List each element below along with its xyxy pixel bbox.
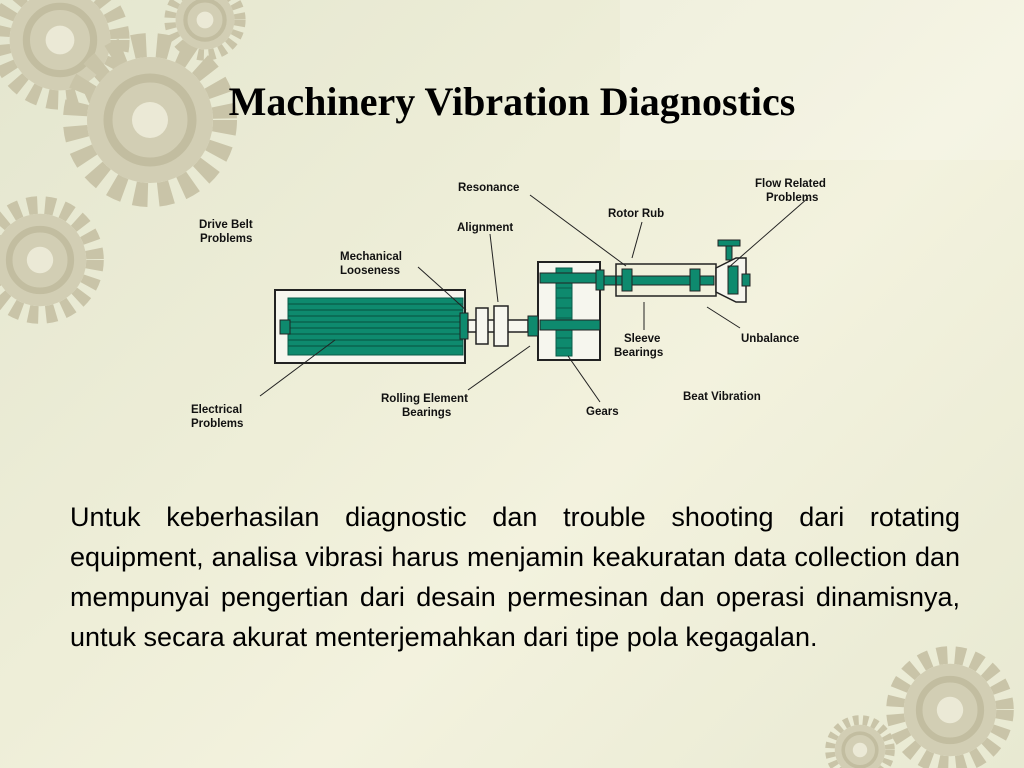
pump [716,240,750,302]
label-resonance: Resonance [458,182,520,194]
label-sleeve-bearings: Sleeve [624,333,661,345]
label-sleeve-bearings-line2: Bearings [614,347,664,359]
label-mechanical-looseness: Mechanical [340,251,402,263]
label-rotor-rub: Rotor Rub [608,208,665,220]
label-flow-related-line2: Problems [766,192,819,204]
label-alignment: Alignment [457,222,514,234]
label-electrical-problems: Electrical [191,404,243,416]
label-flow-related: Flow Related [755,178,826,190]
label-electrical-problems-line2: Problems [191,418,244,430]
label-gears: Gears [586,406,619,418]
gear-icon [830,720,890,768]
label-rolling-element-bearings-line2: Bearings [402,407,452,419]
page-title: Machinery Vibration Diagnostics [228,79,796,124]
label-drive-belt-line2: Problems [200,233,253,245]
label-rolling-element-bearings: Rolling Element [381,393,468,405]
machine-diagram [180,170,840,440]
gear-icon [170,0,240,55]
gear-icon [0,205,95,315]
coupling [468,306,528,346]
label-beat-vibration: Beat Vibration [683,391,761,403]
motor [275,290,468,363]
gearbox [528,262,604,360]
body-paragraph: Untuk keberhasilan diagnostic dan trouble shooting dari rotating equipment, analisa vibrasi harus menjamin keakuratan data collection dan mempunyai pengertian dari desain permesinan dan operasi dinamisnya, untuk secara akurat menterjemahkan dari tipe pola kegagalan. [70,502,960,652]
gear-icon [895,655,1005,765]
label-mechanical-looseness-line2: Looseness [340,265,401,277]
label-drive-belt: Drive Belt [199,219,253,231]
output-shaft [604,264,716,296]
label-unbalance: Unbalance [741,333,800,345]
